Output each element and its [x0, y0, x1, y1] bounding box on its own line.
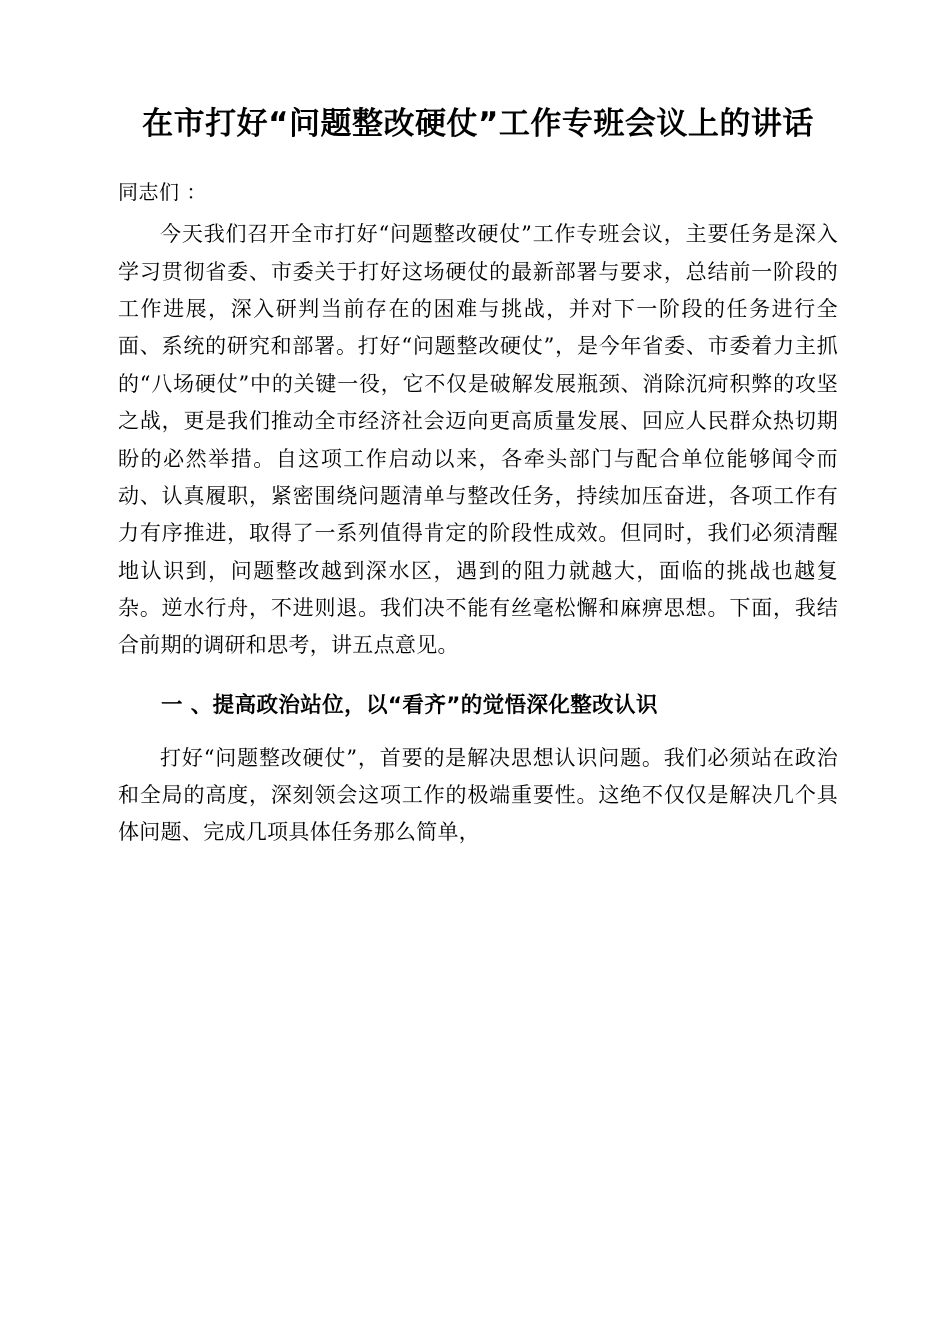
section-one-paragraph: 打好“问题整改硬仗”，首要的是解决思想认识问题。我们必须站在政治和全局的高度，深刻领会这项工作的极端重要性。这绝不仅仅是解决几个具体问题、完成几项具体任务那么简单， — [118, 745, 838, 845]
page-title: 在市打好“问题整改硬仗”工作专班会议上的讲话 — [142, 106, 814, 142]
section-heading-one: 一 、提高政治站位，以“看齐”的觉悟深化整改认识 — [161, 692, 658, 718]
salutation: 同志们 ： — [118, 180, 207, 205]
body-paragraph: 今天我们召开全市打好“问题整改硬仗”工作专班会议，主要任务是深入学习贯彻省委、市委关于打好这场硬仗的最新部署与要求，总结前一阶段的工作进展，深入研判当前存在的困难与挑战，并对下一阶段的任务进行全面、系统的研究和部署。打好“问题整改硬仗”，是今年省委、市委着力主抓的“八场硬仗”中的关键一役，它不仅是破解发展瓶颈、消除沉疴积弊的攻坚之战，更是我们推动全市经济社会迈向更高质量发展、回应人民群众热切期盼的必然举措。自这项工作启动以来，各牵头部门与配合单位能够闻令而动、认真履职，紧密围绕问题清单与整改任务，持续加压奋进，各项工作有力有序推进，取得了一系列值得肯定的阶段性成效。但同时，我们必须清醒地认识到，问题整改越到深水区，遇到的阻力就越大，面临的挑战也越复杂。逆水行舟，不进则退。我们决不能有丝毫松懈和麻痹思想。下面，我结合前期的调研和思考，讲五点意见。 — [118, 222, 838, 658]
